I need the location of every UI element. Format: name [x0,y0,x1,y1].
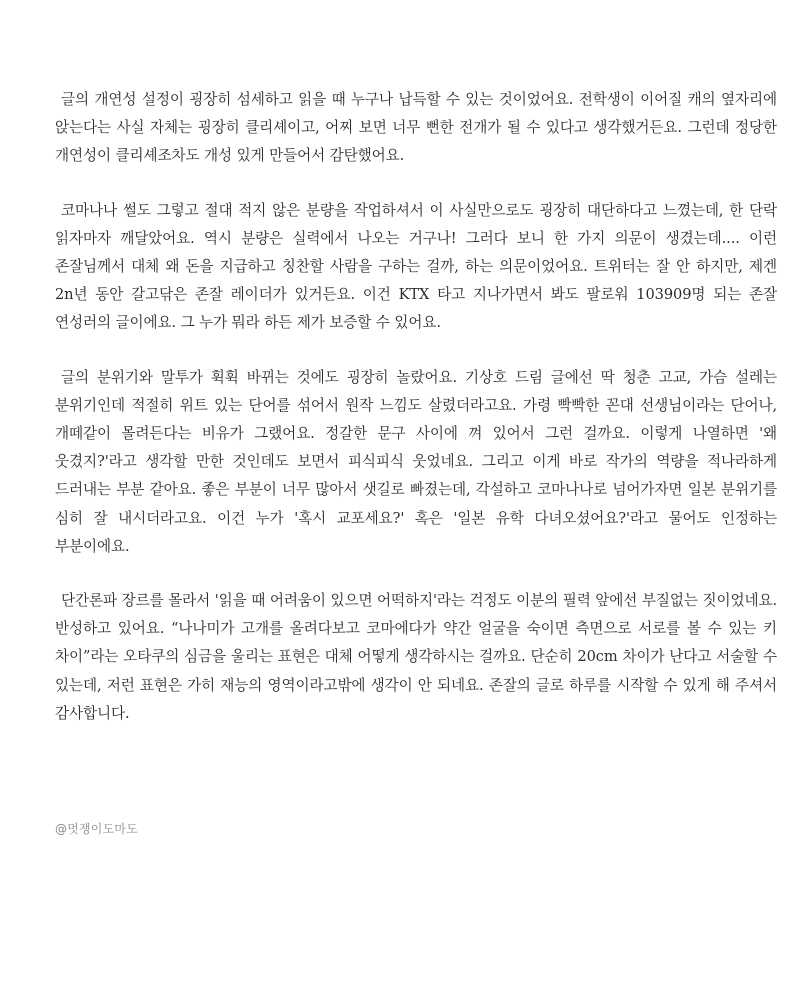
article-body [55,86,777,754]
paragraph-2: 코마나나 썰도 그렇고 절대 적지 않은 분량을 작업하셔서 이 사실만으로도 굉장히 대단하다고 느꼈는데, 한 단락 읽자마자 깨달았어요. 역시 분량은 실력에서 나오는 거구나! 그러다 보니 한 가지 의문이 생겼는데.... 이런 존잘님께서 대체 왜 돈을 지급하고 칭찬할 사람을 구하는 걸까, 하는 의문이었어요. 트위터는 잘 안 하지만, 제겐 2n년 동안 갈고닦은 존잘 레이더가 있거든요. 이건 KTX 타고 지나가면서 봐도 팔로워 103909명 되는 존잘 연성러의 글이에요. 그 누가 뭐라 하든 제가 보증할 수 있어요. [55,201,777,332]
paragraph-4: 단간론파 장르를 몰라서 '읽을 때 어려움이 있으면 어떡하지'라는 걱정도 이분의 필력 앞에선 부질없는 짓이었네요. 반성하고 있어요. “나나미가 고개를 올려다보고 코마에다가 약간 얼굴을 숙이면 측면으로 서로를 볼 수 있는 키 차이”라는 오타쿠의 심금을 울리는 표현은 대체 어떻게 생각하시는 걸까요. 단순히 20cm 차이가 난다고 서술할 수 있는데, 저런 표현은 가히 재능의 영역이라고밖에 생각이 안 되네요. 존잘의 글로 하루를 시작할 수 있게 해 주셔서 감사합니다. [55,592,777,722]
author-signature: @멋쟁이도마도 [55,822,138,836]
paragraph-1: 글의 개연성 설정이 굉장히 섬세하고 읽을 때 누구나 납득할 수 있는 것이었어요. 전학생이 이어질 캐의 옆자리에 앉는다는 사실 자체는 굉장히 클리셰이고, 어찌 보면 너무 뻔한 전개가 될 수 있다고 생각했거든요. 그런데 정당한 개연성이 클리셰조차도 개성 있게 만들어서 감탄했어요. [55,91,777,165]
paragraph-3: 글의 분위기와 말투가 휙휙 바뀌는 것에도 굉장히 놀랐어요. 기상호 드림 글에선 딱 청춘 고교, 가슴 설레는 분위기인데 적절히 위트 있는 단어를 섞어서 원작 느낌도 살렸더라고요. 가령 빡빡한 꼰대 선생님이라는 단어나, 개떼같이 몰려든다는 비유가 그랬어요. 정갈한 문구 사이에 껴 있어서 그런 걸까요. 이렇게 나열하면 '왜 웃겼지?'라고 생각할 만한 것인데도 보면서 피식피식 웃었네요. 그리고 이게 바로 작가의 역량을 적나라하게 드러내는 부분 같아요. 좋은 부분이 너무 많아서 샛길로 빠졌는데, 각설하고 코마나나로 넘어가자면 일본 분위기를 심히 잘 내시더라고요. 이건 누가 '혹시 교포세요?' 혹은 '일본 유학 다녀오셨어요?'라고 물어도 인정하는 부분이에요. [55,368,777,555]
